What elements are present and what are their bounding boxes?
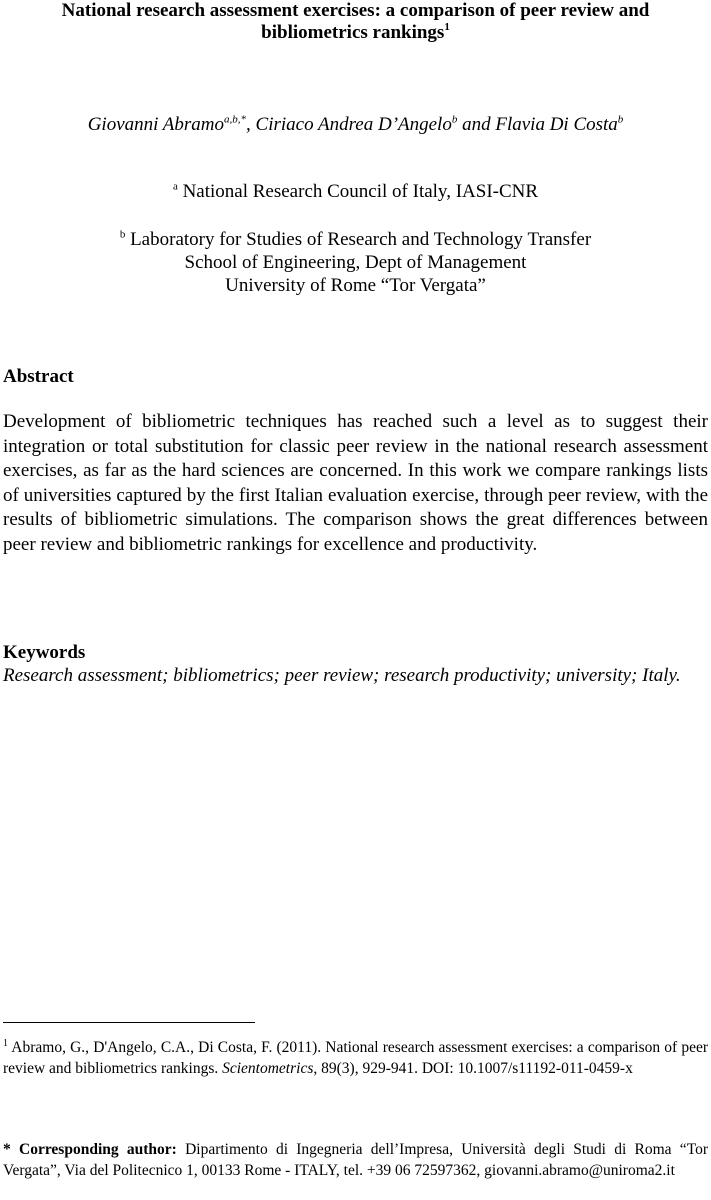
citation-footnote: $^1$ Abramo, G., D'Angelo, C.A., Di Costa, F. (2011). National research assessment exercises: a comparison of peer review and bibliometrics rankings. Scientometrics, 89(3), 929-941. DOI: 10.1007/s11192-011-0459-x (3, 1037, 708, 1077)
corresponding-star: * (240, 113, 247, 126)
paper-title-text: National research assessment exercises: a comparison of peer review and bibliometrics rankings (61, 0, 650, 43)
abstract-text: Development of bibliometric techniques has reached such a level as to suggest their integration or total substitution for classic peer review in the national research assessment exercises, as far as the hard sciences are concerned. In this work we compare rankings lists of universities captured by the first Italian evaluation exercise, through peer review, with the results of bibliometric simulations. The comparison shows the great differences between peer review and bibliometric rankings for excellence and productivity. (3, 411, 708, 555)
author-name: Flavia Di Costa (495, 114, 618, 135)
affiliation-a (0, 180, 711, 203)
keywords-text: Research assessment; bibliometrics; peer review; research productivity; university; Italy. (3, 665, 681, 686)
author-affil-marker: a,b, (224, 113, 241, 126)
author-separator: and (457, 114, 496, 135)
corresponding-author-footnote (3, 1140, 708, 1181)
author-name: Ciriaco Andrea D’Angelo (255, 114, 452, 135)
affiliation-marker: b (119, 228, 126, 241)
abstract-heading: Abstract (3, 366, 74, 387)
paper-title (20, 0, 691, 44)
affiliation-marker: a (172, 180, 178, 193)
author-separator: , (246, 114, 256, 135)
corresponding-author-label: * Corresponding author: (3, 1141, 177, 1158)
author-name: Giovanni Abramo (87, 114, 225, 135)
affiliation-line: School of Engineering, Dept of Management (184, 252, 527, 273)
keywords-heading: Keywords (3, 642, 86, 663)
title-footnote-marker: 1 (444, 20, 450, 33)
author-list (0, 114, 711, 136)
corresponding-author-details: Dipartimento di Ingegneria dell’Impresa, Università degli Studi di Roma “Tor Vergata”, Via del Politecnico 1, 00133 Rome - ITALY, tel. +39 06 72597362, giovanni.abramo@uniroma2.it (3, 1141, 708, 1179)
affiliation-line: $^b$ Laboratory for Studies of Research and Technology Transfer (119, 228, 592, 250)
author-affil-marker: b (451, 113, 458, 126)
footnote-divider (3, 1022, 255, 1023)
affiliation-line: University of Rome “Tor Vergata” (225, 275, 486, 296)
affiliation-b (0, 228, 711, 297)
footnote-marker: 1 (3, 1037, 8, 1049)
affiliation-line: $^a$ National Research Council of Italy, IASI-CNR (172, 180, 539, 202)
journal-name: Scientometrics (222, 1059, 314, 1077)
author-affil-marker: b (617, 113, 624, 126)
